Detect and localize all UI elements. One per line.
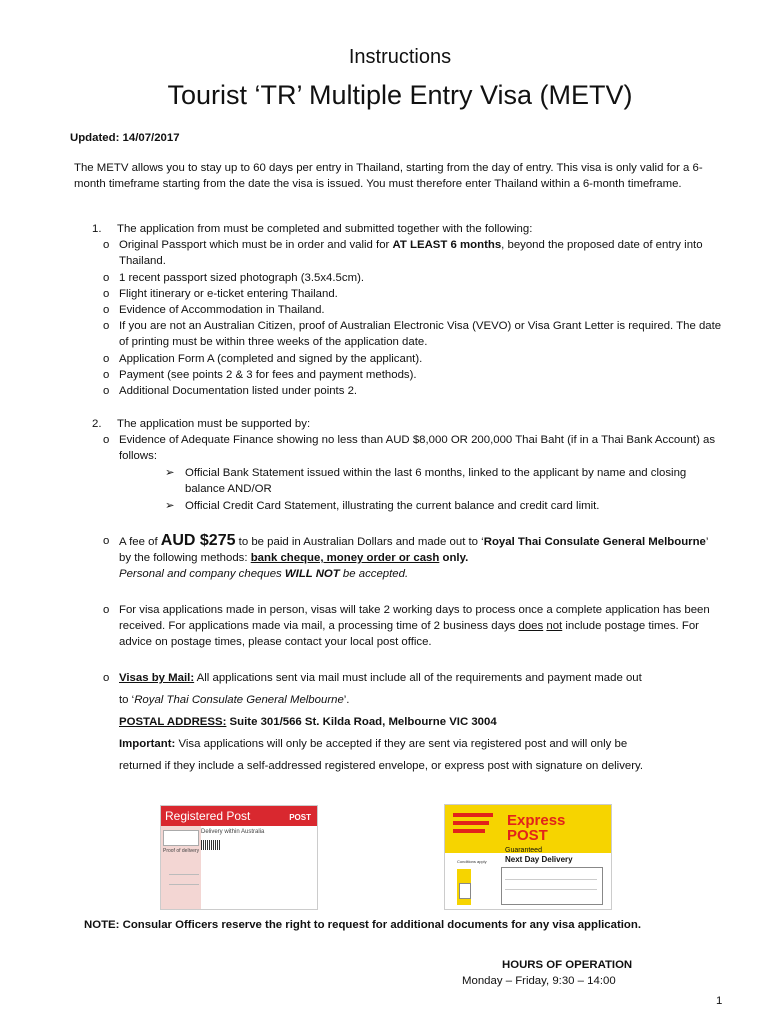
sub-list-item-text: Official Bank Statement issued within the last 6 months, linked to the applicant by name and closing balance AND/OR (185, 467, 687, 496)
important-label: Important: (119, 738, 176, 750)
bullet-marker: o (103, 288, 110, 300)
express-post-title: Express (507, 812, 566, 829)
list-item (103, 270, 723, 286)
bullet-marker: o (103, 353, 110, 365)
postal-address: Suite 301/566 St. Kilda Road, Melbourne VIC 3004 (226, 716, 497, 728)
payment-methods: bank cheque, money order or cash (250, 552, 440, 565)
bullet-marker: o (103, 604, 110, 616)
registered-post-line: Delivery within Australia (201, 829, 265, 835)
hours-times: Monday – Friday, 9:30 – 14:00 (462, 975, 616, 987)
express-post-image (444, 804, 612, 910)
mail-item (103, 667, 723, 777)
list-item-text: Original Passport which must be in order and valid for (119, 239, 393, 251)
section-1-heading: The application from must be completed and submitted together with the following: (117, 223, 533, 235)
sub-list-item (165, 465, 725, 497)
arrow-bullet-icon: ➢ (165, 500, 175, 512)
consular-note: NOTE: Consular Officers reserve the right to request for additional documents for any visa application. (84, 919, 641, 931)
list-item (103, 302, 723, 318)
mail-text: All applications sent via mail must include all of the requirements and payment made out (194, 672, 642, 684)
express-conditions: Conditions apply (457, 859, 487, 864)
fee-text: ’ by the following methods: (119, 536, 708, 565)
list-item (103, 351, 723, 367)
mail-label: Visas by Mail: (119, 672, 195, 684)
section-1-number: 1. (92, 223, 102, 235)
processing-text: include postage times. For advice on postage times, please contact your local post office. (119, 620, 699, 649)
emphasis: AT LEAST 6 months (392, 239, 502, 251)
list-item (103, 432, 723, 464)
bullet-marker: o (103, 385, 110, 397)
cheque-notice: be accepted. (339, 568, 409, 581)
mail-text: ’. (343, 694, 350, 706)
fee-text: only. (439, 552, 469, 565)
list-item-text: Additional Documentation listed under points 2. (119, 385, 358, 397)
fee-text: to be paid in Australian Dollars and made out to ‘ (235, 536, 484, 548)
intro-paragraph: The METV allows you to stay up to 60 days per entry in Thailand, starting from the day of entry. This visa is only valid for a 6-month timeframe starting from the date the visa is issued. You must therefore enter Thailand within a 6-month timeframe. (74, 162, 703, 191)
bullet-marker: o (103, 672, 110, 684)
page-number: 1 (716, 995, 723, 1007)
hours-title: HOURS OF OPERATION (502, 959, 633, 971)
list-item-text: If you are not an Australian Citizen, proof of Australian Electronic Visa (VEVO) or Visa Grant Letter is required. The date of printing must be within three weeks of the application date. (119, 320, 722, 349)
express-post-subtitle: POST (507, 827, 548, 844)
auspost-logo: POST (289, 813, 311, 822)
section-2-number: 2. (92, 418, 102, 430)
list-item (103, 367, 723, 383)
section-2-heading: The application must be supported by: (117, 418, 311, 430)
emphasis: not (546, 620, 563, 633)
document-heading: Instructions (348, 46, 452, 68)
bullet-marker: o (103, 304, 110, 316)
document-title: Tourist ‘TR’ Multiple Entry Visa (METV) (167, 80, 633, 110)
important-text: returned if they include a self-addressed registered envelope, or express post with signature on delivery. (119, 760, 644, 772)
list-item (103, 318, 723, 350)
list-item-text: , beyond the proposed date of entry into Thailand. (119, 239, 703, 268)
processing-text: For visa applications made in person, visas will take 2 working days to process once a complete application has been received. For applications made via mail, a processing time of 2 business days (119, 604, 710, 633)
bullet-marker: o (103, 320, 110, 332)
important-text: Visa applications will only be accepted if they are sent via registered post and will only be (175, 738, 628, 750)
consulate-name: Royal Thai Consulate General Melbourne (134, 694, 344, 706)
emphasis: does (518, 620, 544, 633)
list-item-text: Evidence of Accommodation in Thailand. (119, 304, 325, 316)
bullet-marker: o (103, 272, 110, 284)
list-item-text: Payment (see points 2 & 3 for fees and payment methods). (119, 369, 417, 381)
list-item-text: Application Form A (completed and signed by the applicant). (119, 353, 423, 365)
list-item (103, 383, 723, 399)
fee-item (103, 533, 723, 583)
sub-list-item-text: Official Credit Card Statement, illustrating the current balance and credit card limit. (185, 500, 600, 512)
cheque-notice: Personal and company cheques (119, 568, 285, 581)
registered-post-title: Registered Post (165, 809, 251, 823)
bullet-marker: o (103, 434, 110, 446)
fee-text: A fee of (119, 536, 161, 548)
cheque-notice-emphasis: WILL NOT (284, 568, 340, 581)
payee-name: Royal Thai Consulate General Melbourne (483, 536, 706, 548)
mail-text: to ‘ (119, 694, 135, 706)
barcode-icon (201, 840, 221, 850)
next-day-label: Next Day Delivery (505, 855, 573, 864)
registered-post-image (160, 805, 318, 910)
bullet-marker: o (103, 535, 110, 547)
list-item (103, 237, 723, 269)
postal-address-label: POSTAL ADDRESS: (119, 716, 227, 728)
sub-list-item (165, 498, 725, 514)
list-item-text: Flight itinerary or e-ticket entering Thailand. (119, 288, 338, 300)
list-item-text: 1 recent passport sized photograph (3.5x4.5cm). (119, 272, 365, 284)
processing-item (103, 602, 723, 651)
bullet-marker: o (103, 369, 110, 381)
fee-amount: AUD $275 (160, 532, 236, 549)
guaranteed-label: Guaranteed (505, 847, 542, 854)
updated-date: Updated: 14/07/2017 (70, 132, 180, 144)
bullet-marker: o (103, 239, 110, 251)
registered-post-sub: Proof of delivery (163, 848, 200, 854)
arrow-bullet-icon: ➢ (165, 467, 175, 479)
list-item-text: Evidence of Adequate Finance showing no less than AUD $8,000 OR 200,000 Thai Baht (if in a Thai Bank Account) as follows: (119, 434, 716, 463)
list-item (103, 286, 723, 302)
